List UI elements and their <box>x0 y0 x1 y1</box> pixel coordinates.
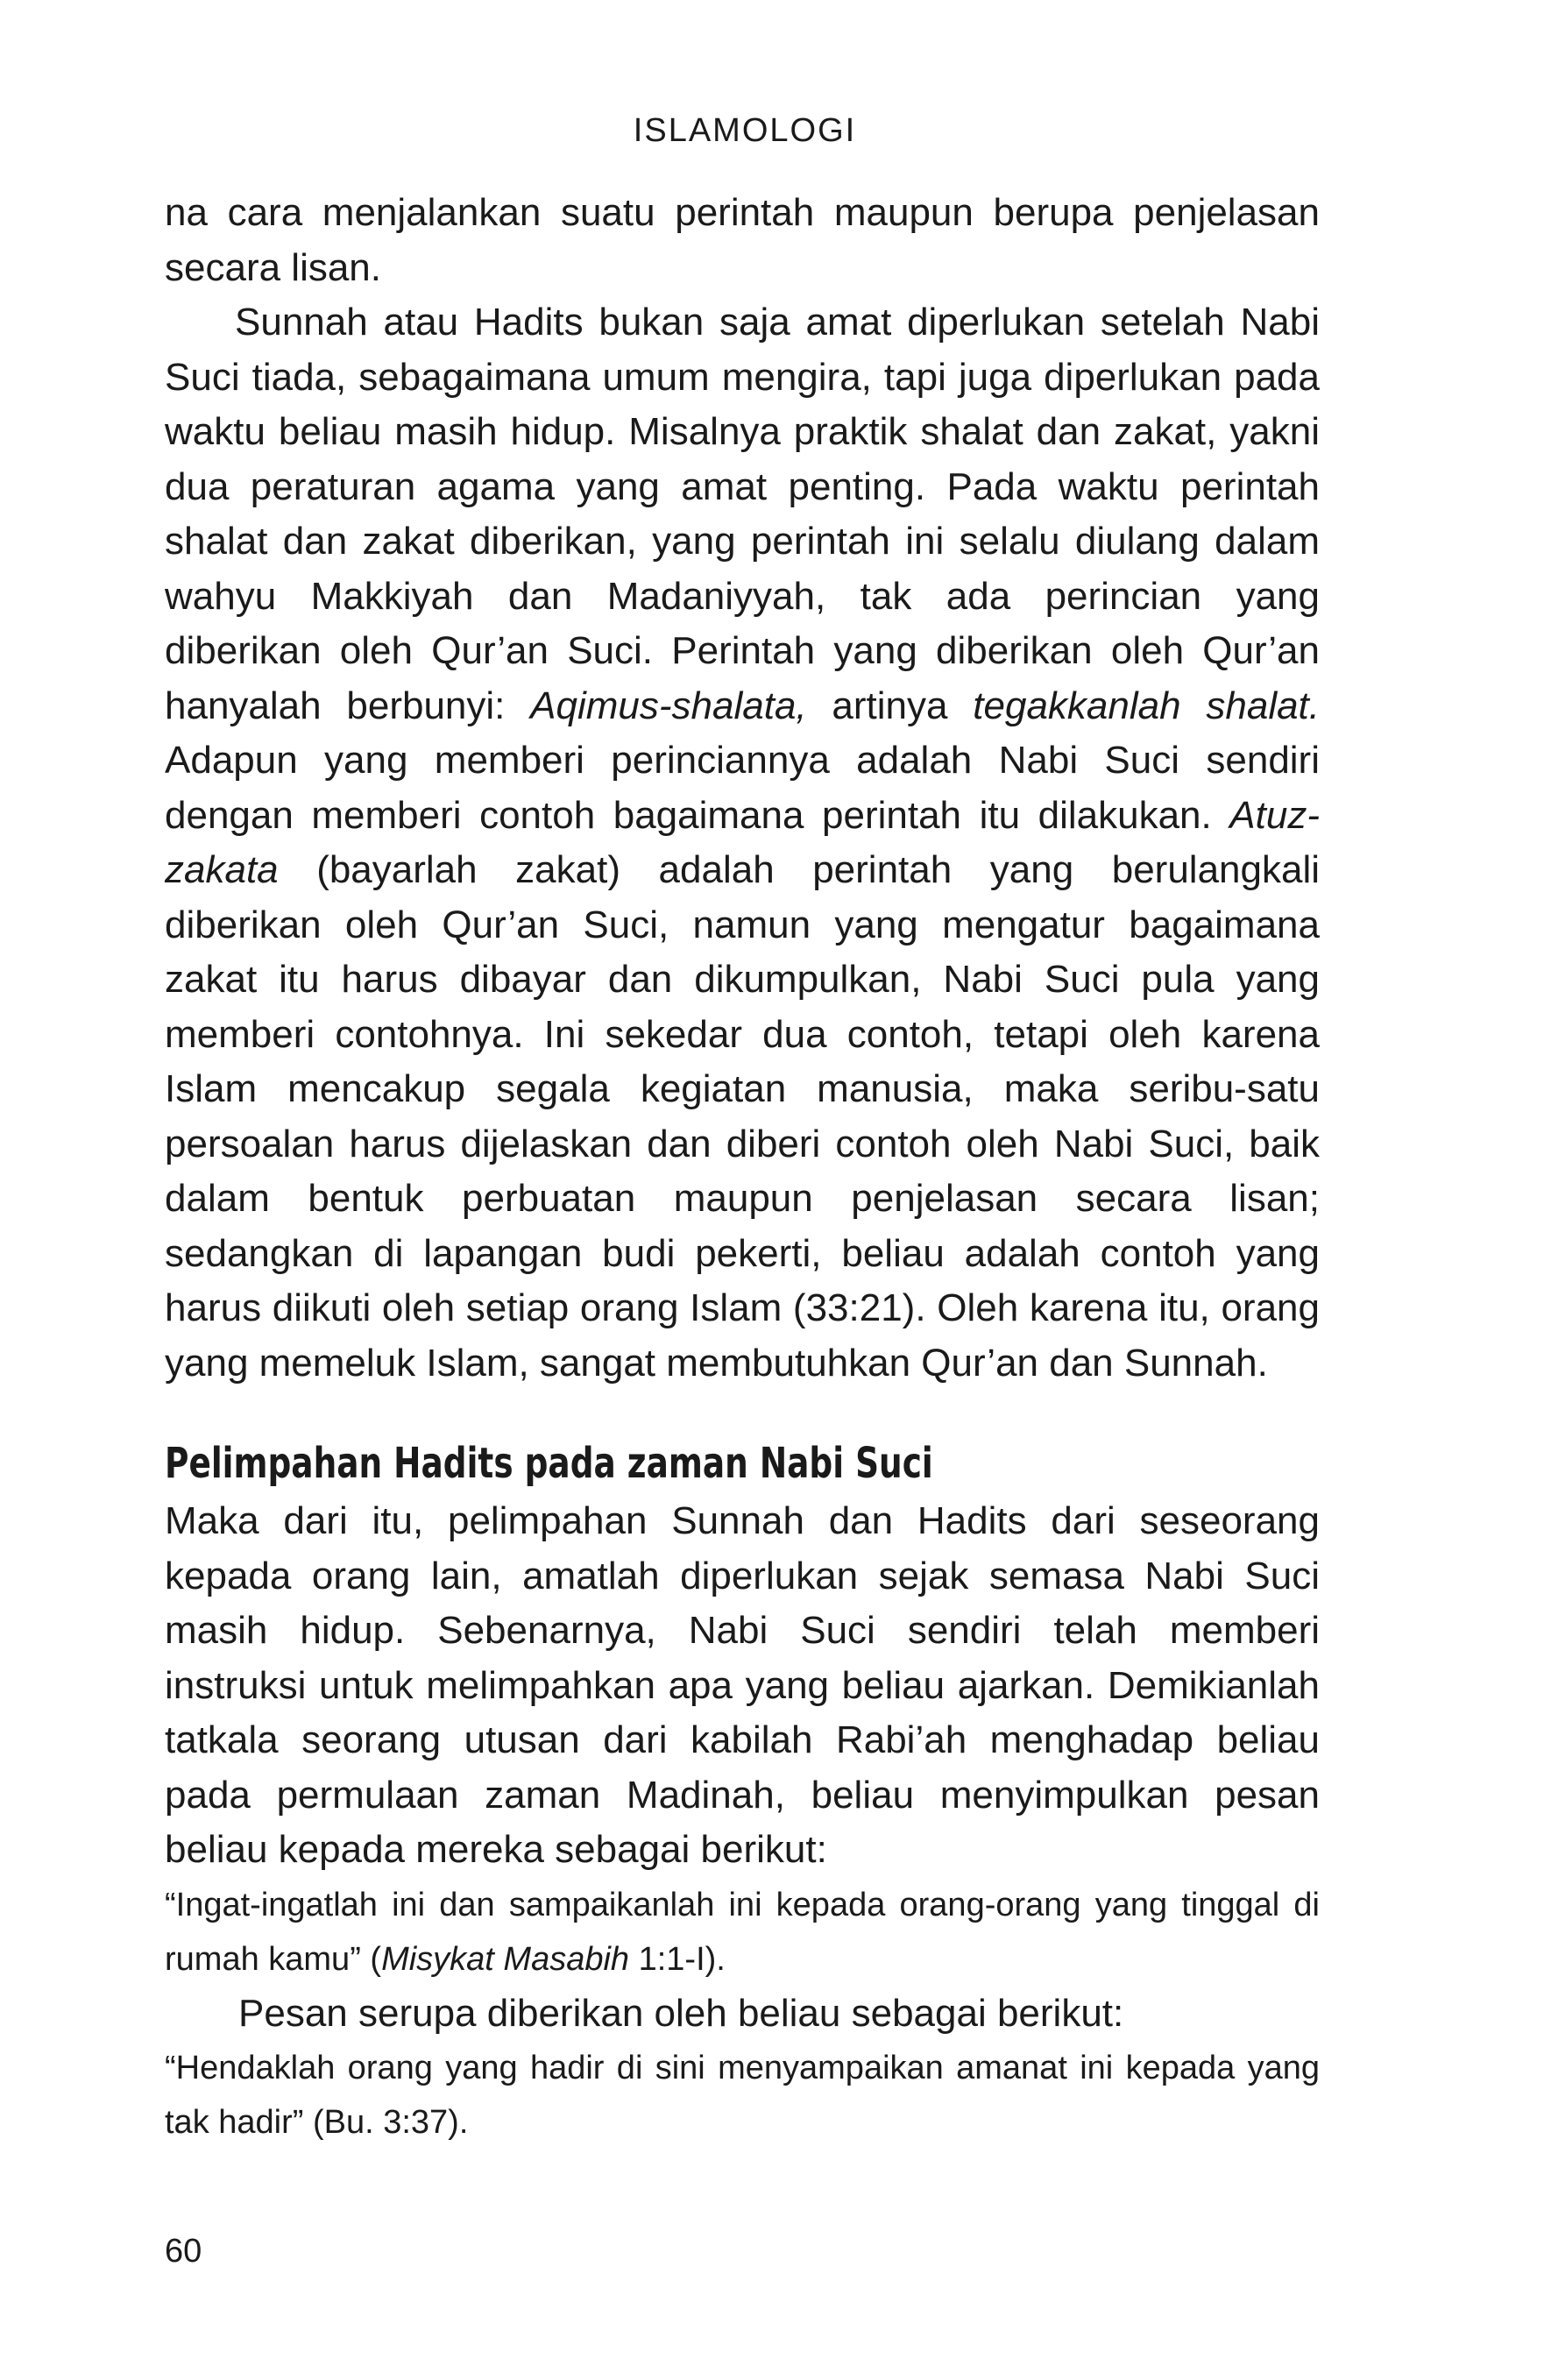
page-number: 60 <box>165 2233 202 2270</box>
running-header: ISLAMOLOGI <box>633 112 857 149</box>
quote-text: “Ingat-ingatlah ini dan sampaikanlah ini kepada orang-orang yang tinggal di rumah kamu” ( <box>165 1886 1320 1978</box>
paragraph-continuation: na cara menjalankan suatu perintah maupun berupa penjelasan secara lisan. <box>165 191 1320 289</box>
section-heading: Pelimpahan Hadits pada zaman Nabi Suci <box>165 1439 933 1488</box>
text-run: artinya <box>806 684 974 727</box>
italic-term-tegakkanlah-shalat: tegakkanlah shalat. <box>973 684 1321 727</box>
text-run: (bayarlah zakat) adalah perintah yang berulangkali diberikan oleh Qur’an Suci, namun yang mengatur bagaimana zakat itu harus dibayar dan dikumpulkan, Nabi Suci pula yang memberi contohnya. Ini sekedar dua contoh, tetapi oleh karena Islam mencakup segala kegiatan manusia, maka seribu-satu persoalan harus dijelaskan dan diberi contoh oleh Nabi Suci, baik dalam bentuk perbuatan maupun penjelasan secara lisan; sedangkan di lapangan budi pekerti, beliau adalah contoh yang harus diikuti oleh setiap orang Islam (33:21). Oleh karena itu, orang yang memeluk Islam, sangat membutuhkan Qur’an dan Sunnah. <box>165 848 1320 1385</box>
text-run: Adapun yang memberi perinciannya adalah Nabi Suci sendiri dengan memberi contoh bagaimana perintah itu dilakukan. <box>165 739 1320 837</box>
italic-term-atuz-zakata: Atuz-zakata <box>165 793 1320 891</box>
paragraph-sunnah-hadits <box>165 295 1320 1391</box>
paragraph-pesan-serupa: Pesan serupa diberikan oleh beliau sebagai berikut: <box>238 1991 1124 2035</box>
text-run: Sunnah atau Hadits bukan saja amat diperlukan setelah Nabi Suci tiada, sebagaimana umum mengira, tapi juga diperlukan pada waktu beliau masih hidup. Misalnya praktik shalat dan zakat, yakni dua peraturan agama yang amat penting. Pada waktu perintah shalat dan zakat diberikan, yang perintah ini selalu diulang dalam wahyu Makkiyah dan Madaniyyah, tak ada perincian yang diberikan oleh Qur’an Suci. Perintah yang diberikan oleh Qur’an hanyalah berbunyi: <box>165 301 1320 727</box>
block-quote-1 <box>165 1878 1320 1987</box>
quote-text: 1:1-I). <box>629 1940 726 1978</box>
block-quote-2: “Hendaklah orang yang hadir di sini menyampaikan amanat ini kepada yang tak hadir” (Bu. 3:37). <box>165 2050 1320 2141</box>
body-text <box>165 186 1320 2150</box>
paragraph-pelimpahan: Maka dari itu, pelimpahan Sunnah dan Hadits dari seseorang kepada orang lain, amatlah diperlukan sejak semasa Nabi Suci masih hidup. Sebenarnya, Nabi Suci sendiri telah memberi instruksi untuk melimpahkan apa yang beliau ajarkan. Demikianlah tatkala seorang utusan dari kabilah Rabi’ah menghadap beliau pada permulaan zaman Madinah, beliau menyimpulkan pesan beliau kepada mereka sebagai berikut: <box>165 1499 1320 1871</box>
italic-source-misykat: Misykat Masabih <box>381 1940 630 1978</box>
italic-term-aqimus-shalata: Aqimus-shalata, <box>530 684 807 727</box>
